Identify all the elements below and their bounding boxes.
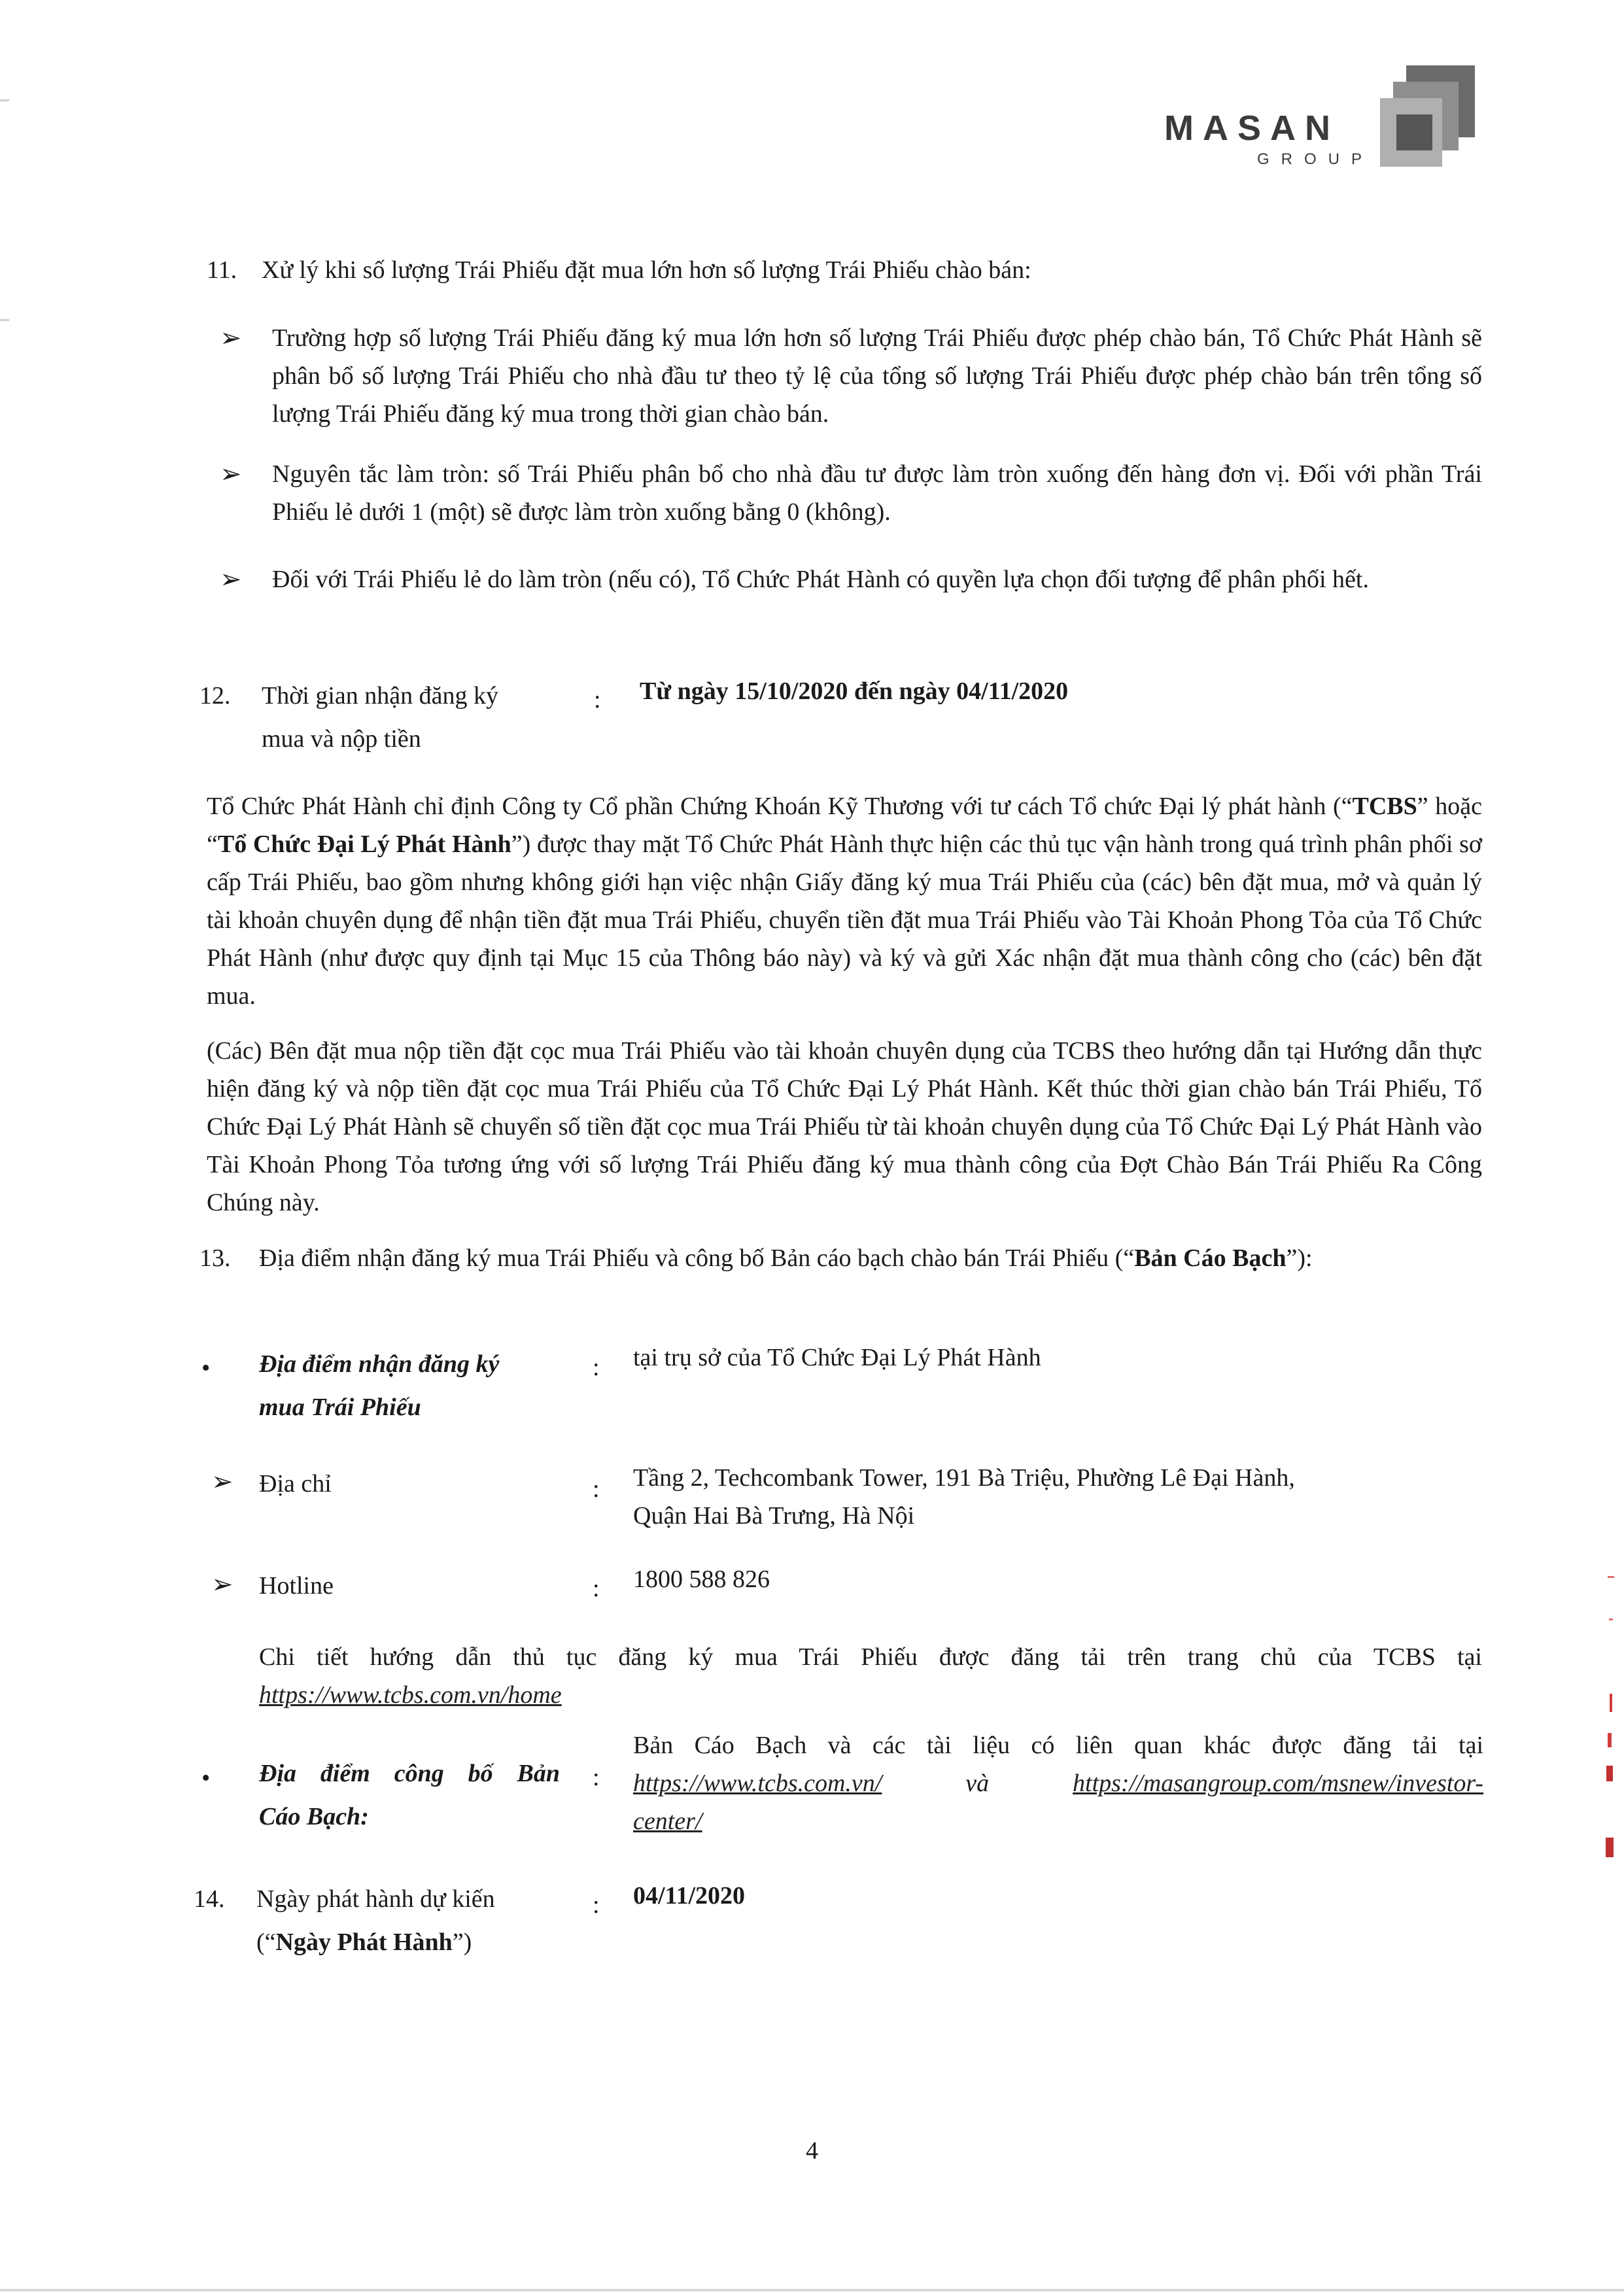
section-12-label-line1: Thời gian nhận đăng ký bbox=[262, 682, 499, 710]
colon: : bbox=[593, 1354, 600, 1381]
section-11-title: Xử lý khi số lượng Trái Phiếu đặt mua lớn hơn số lượng Trái Phiếu chào bán: bbox=[262, 256, 1031, 284]
page-number: 4 bbox=[806, 2137, 818, 2165]
scan-mark bbox=[0, 319, 9, 321]
quote-close: ”) bbox=[452, 1928, 472, 1956]
hotline-label: Hotline bbox=[259, 1572, 334, 1600]
prospectus-term: Bản Cáo Bạch bbox=[1134, 1244, 1287, 1272]
section-11-bullet-2: Nguyên tắc làm tròn: số Trái Phiếu phân bổ cho nhà đầu tư được làm tròn xuống đến hàng đơn vị. Đối với phần Trái Phiếu lẻ dưới 1 (một) sẽ được làm tròn xuống bằng 0 (không). bbox=[272, 460, 1482, 526]
arrow-icon: ➢ bbox=[220, 564, 242, 594]
link-conjunction: và bbox=[965, 1770, 990, 1797]
colon: : bbox=[593, 1891, 600, 1919]
issue-date-term: Ngày Phát Hành bbox=[275, 1928, 453, 1956]
registration-location-label bbox=[259, 1345, 586, 1426]
registration-location-value: tại trụ sở của Tổ Chức Đại Lý Phát Hành bbox=[633, 1344, 1041, 1371]
scan-artifact-mark bbox=[1606, 1766, 1613, 1781]
section-12-date-range: Từ ngày 15/10/2020 đến ngày 04/11/2020 bbox=[640, 677, 1069, 705]
scan-artifact-mark bbox=[1609, 1619, 1613, 1620]
registration-location-label-line2: mua Trái Phiếu bbox=[259, 1394, 421, 1421]
title-text: ”): bbox=[1286, 1244, 1313, 1272]
registration-detail-line: Chi tiết hướng dẫn thủ tục đăng ký mua Trái Phiếu được đăng tải trên trang chủ của TCBS tại bbox=[259, 1643, 1482, 1671]
logo-subtitle: GROUP bbox=[1257, 150, 1374, 168]
bullet-icon: • bbox=[201, 1764, 211, 1792]
masan-investor-link-cont[interactable]: center/ bbox=[633, 1808, 702, 1835]
colon: : bbox=[594, 686, 601, 713]
section-14-number: 14. bbox=[194, 1885, 225, 1913]
tcbs-home-link[interactable]: https://www.tcbs.com.vn/home bbox=[259, 1681, 562, 1709]
arrow-icon: ➢ bbox=[220, 323, 242, 352]
scan-artifact-mark bbox=[1606, 1838, 1614, 1857]
registration-location-label-line1: Địa điểm nhận đăng ký bbox=[259, 1350, 500, 1378]
scan-bottom-edge bbox=[0, 2289, 1624, 2291]
logo-wordmark: MASAN bbox=[1164, 109, 1339, 148]
arrow-icon: ➢ bbox=[220, 459, 242, 488]
section-12-number: 12. bbox=[199, 682, 231, 710]
issue-date-value: 04/11/2020 bbox=[633, 1882, 746, 1910]
registration-detail-text bbox=[259, 1638, 1482, 1714]
address-label: Địa chỉ bbox=[259, 1470, 332, 1498]
logo-squares-icon bbox=[1380, 62, 1478, 173]
address-value-line1: Tầng 2, Techcombank Tower, 191 Bà Triệu, Phường Lê Đại Hành, bbox=[633, 1464, 1295, 1492]
address-value bbox=[633, 1459, 1483, 1535]
arrow-icon: ➢ bbox=[211, 1467, 233, 1496]
section-12-paragraph-2: (Các) Bên đặt mua nộp tiền đặt cọc mua Trái Phiếu vào tài khoản chuyên dụng của TCBS theo hướng dẫn tại Hướng dẫn thực hiện đăng ký và nộp tiền đặt cọc mua Trái Phiếu của Tổ Chức Đại Lý Phát Hành. Kết thúc thời gian chào bán Trái Phiếu, Tổ Chức Đại Lý Phát Hành sẽ chuyển số tiền đặt cọc mua Trái Phiếu từ tài khoản chuyên dụng của Tổ Chức Đại Lý Phát Hành vào Tài Khoản Phong Tỏa tương ứng với số lượng Trái Phiếu đăng ký mua thành công của Đợt Chào Bán Trái Phiếu Ra Công Chúng này. bbox=[207, 1037, 1482, 1216]
tcbs-term: TCBS bbox=[1352, 793, 1417, 820]
section-12-paragraph-1 bbox=[207, 787, 1482, 1015]
section-11-bullet-1: Trường hợp số lượng Trái Phiếu đăng ký mua lớn hơn số lượng Trái Phiếu được phép chào bán, Tổ Chức Phát Hành sẽ phân bổ số lượng Trái Phiếu cho nhà đầu tư theo tỷ lệ của tổng số lượng Trái Phiếu được phép chào bán trên tổng số lượng Trái Phiếu đăng ký mua trong thời gian chào bán. bbox=[272, 324, 1482, 428]
arrow-icon: ➢ bbox=[211, 1569, 233, 1599]
publication-location-label-line1: Địa điểm công bố Bản bbox=[259, 1760, 560, 1787]
quote-open: (“ bbox=[256, 1928, 276, 1956]
agent-term: Tổ Chức Đại Lý Phát Hành bbox=[217, 831, 511, 858]
section-12-label-line2: mua và nộp tiền bbox=[262, 725, 421, 753]
colon: : bbox=[593, 1764, 600, 1791]
masan-logo bbox=[1164, 62, 1491, 180]
scan-artifact-mark bbox=[1610, 1694, 1612, 1712]
section-14-label bbox=[256, 1880, 596, 1961]
section-14-label-line1: Ngày phát hành dự kiến bbox=[256, 1885, 495, 1913]
title-text: Địa điểm nhận đăng ký mua Trái Phiếu và công bố Bản cáo bạch chào bán Trái Phiếu (“ bbox=[259, 1244, 1135, 1272]
bullet-icon: • bbox=[201, 1354, 211, 1382]
section-13-number: 13. bbox=[199, 1244, 231, 1272]
section-13-title bbox=[259, 1239, 1482, 1277]
tcbs-site-link[interactable]: https://www.tcbs.com.vn/ bbox=[633, 1770, 882, 1797]
section-14-label-line2 bbox=[256, 1923, 596, 1961]
masan-investor-link[interactable]: https://masangroup.com/msnew/investor- bbox=[1073, 1770, 1483, 1797]
section-11-number: 11. bbox=[207, 256, 237, 284]
p1-text: ” hoặc “ bbox=[207, 793, 1482, 858]
section-11-bullet-3: Đối với Trái Phiếu lẻ do làm tròn (nếu có), Tổ Chức Phát Hành có quyền lựa chọn đối tượng để phân phối hết. bbox=[272, 566, 1369, 593]
scan-artifact-mark bbox=[1608, 1576, 1614, 1578]
publication-location-label bbox=[259, 1755, 586, 1836]
colon: : bbox=[593, 1575, 600, 1602]
section-12-label bbox=[262, 677, 602, 758]
publication-location-value bbox=[633, 1726, 1483, 1840]
address-value-line2: Quận Hai Bà Trưng, Hà Nội bbox=[633, 1502, 915, 1530]
scan-mark bbox=[0, 99, 9, 101]
scan-artifact-mark bbox=[1608, 1733, 1612, 1747]
p1-text: Tổ Chức Phát Hành chỉ định Công ty Cổ phần Chứng Khoán Kỹ Thương với tư cách Tổ chức Đại lý phát hành (“ bbox=[207, 793, 1353, 820]
publication-value-line1: Bản Cáo Bạch và các tài liệu có liên quan khác được đăng tải tại bbox=[633, 1732, 1483, 1759]
colon: : bbox=[593, 1475, 600, 1503]
p1-text: ”) được thay mặt Tổ Chức Phát Hành thực hiện các thủ tục vận hành trong quá trình phân phối sơ cấp Trái Phiếu, bao gồm nhưng không giới hạn việc nhận Giấy đăng ký mua Trái Phiếu của (các) bên đặt mua, mở và quản lý tài khoản chuyên dụng để nhận tiền đặt mua Trái Phiếu, chuyển tiền đặt mua Trái Phiếu vào Tài Khoản Phong Tỏa của Tổ Chức Phát Hành (như được quy định tại Mục 15 của Thông báo này) và ký và gửi Xác nhận đặt mua thành công cho (các) bên đặt mua. bbox=[207, 831, 1483, 1010]
publication-location-label-line2: Cáo Bạch: bbox=[259, 1803, 369, 1830]
hotline-value: 1800 588 826 bbox=[633, 1566, 770, 1593]
